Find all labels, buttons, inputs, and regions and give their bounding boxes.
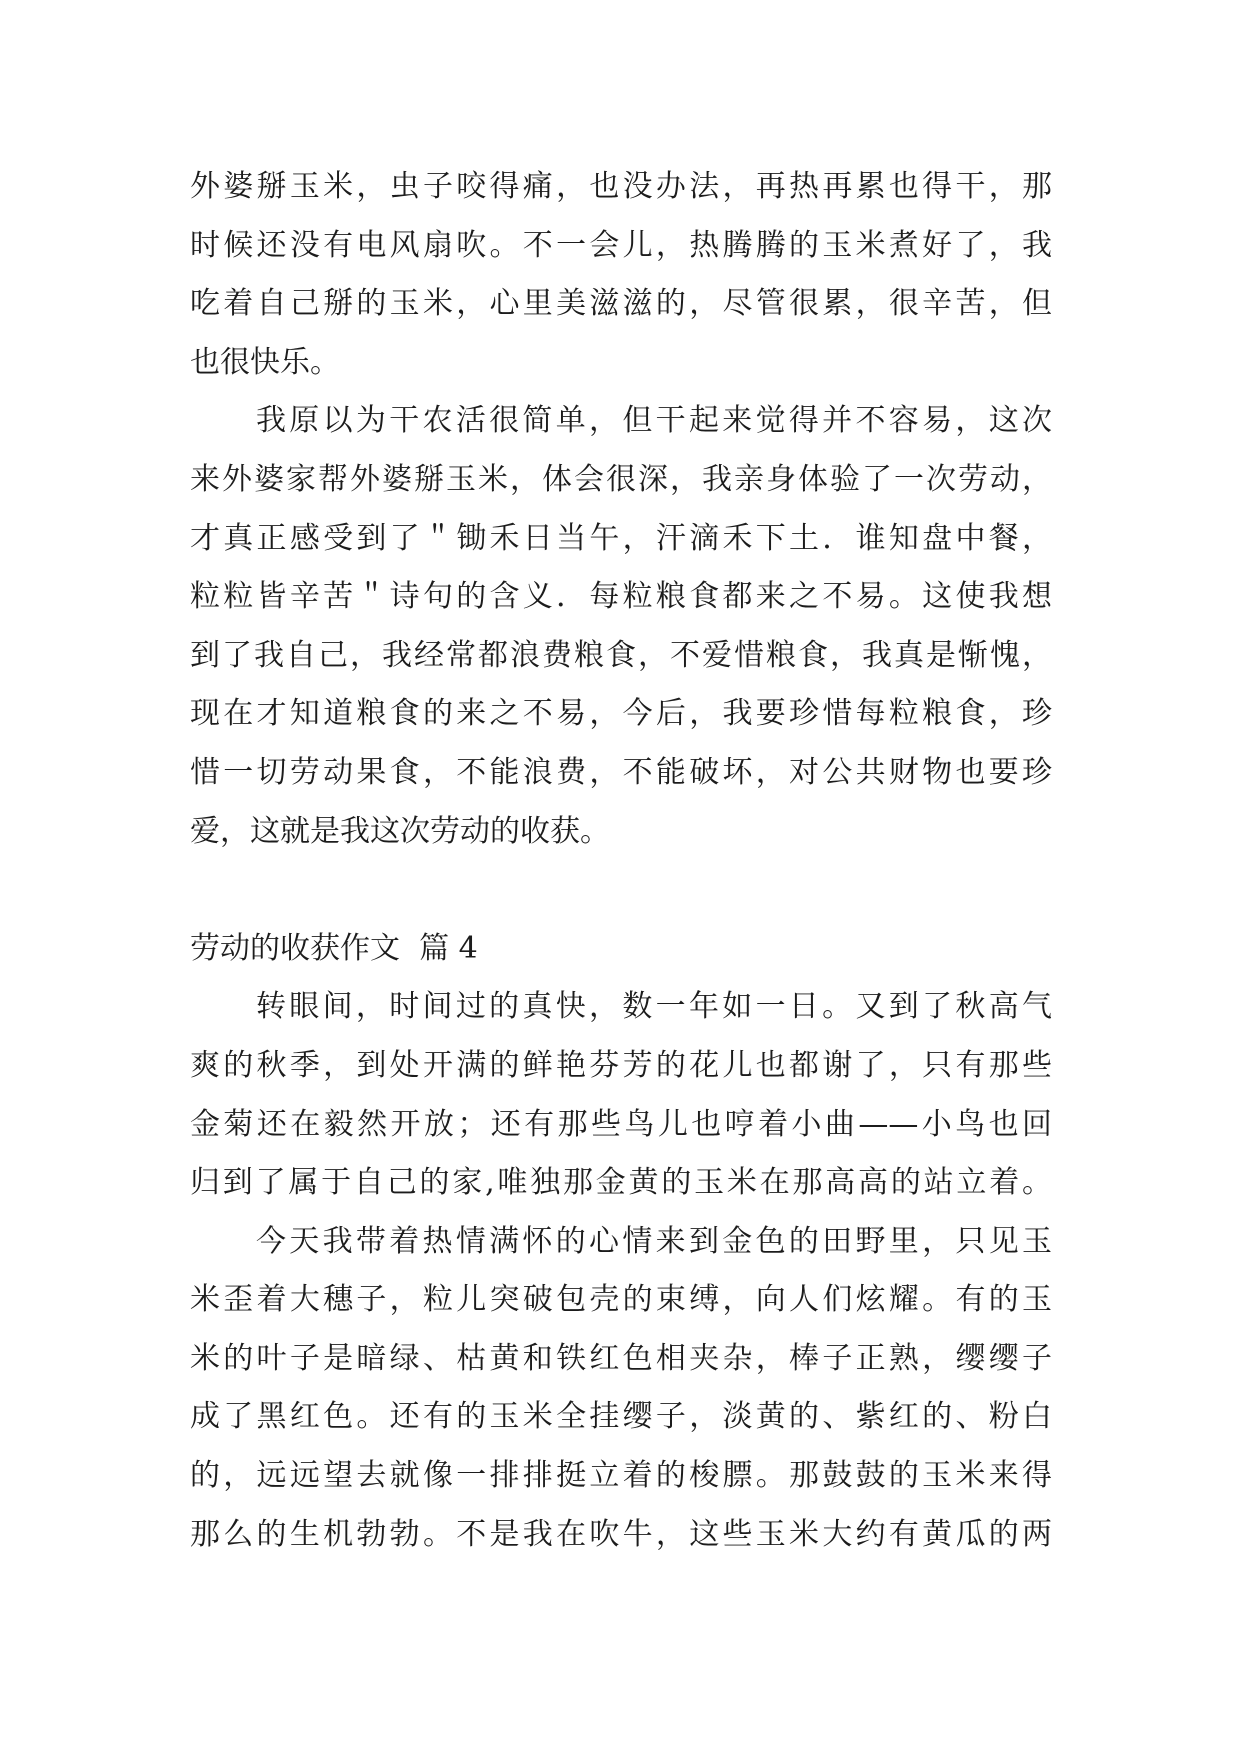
- section-heading: 劳动的收获作文 篇 4: [190, 930, 478, 966]
- text-line: 金菊还在毅然开放；还有那些鸟儿也哼着小曲——小鸟也回: [190, 1106, 1052, 1142]
- text-line: 时候还没有电风扇吹。不一会儿，热腾腾的玉米煮好了，我: [190, 227, 1052, 263]
- paragraph: [190, 1213, 1052, 1565]
- text-line: 吃着自己掰的玉米，心里美滋滋的，尽管很累，很辛苦，但: [190, 286, 1052, 322]
- body-text: [190, 158, 1052, 1564]
- paragraph: [190, 158, 1052, 392]
- text-line: 转眼间，时间过的真快，数一年如一日。又到了秋高气: [256, 989, 1052, 1025]
- text-line: 今天我带着热情满怀的心情来到金色的田野里，只见玉: [256, 1223, 1052, 1259]
- text-line: 粒粒皆辛苦＂诗句的含义．每粒粮食都来之不易。这使我想: [190, 579, 1052, 615]
- text-line: 米的叶子是暗绿、枯黄和铁红色相夹杂，棒子正熟，缨缨子: [190, 1340, 1052, 1376]
- paragraph: [190, 978, 1052, 1212]
- text-line: 也很快乐。: [190, 344, 340, 380]
- text-line: 米歪着大穗子，粒儿突破包壳的束缚，向人们炫耀。有的玉: [190, 1282, 1052, 1318]
- text-line: 现在才知道粮食的来之不易，今后，我要珍惜每粒粮食，珍: [190, 696, 1052, 732]
- text-line: 外婆掰玉米，虫子咬得痛，也没办法，再热再累也得干，那: [190, 169, 1052, 204]
- text-line: 我原以为干农活很简单，但干起来觉得并不容易，这次: [256, 403, 1052, 439]
- paragraph: [190, 392, 1052, 861]
- text-line: 那么的生机勃勃。不是我在吹牛，这些玉米大约有黄瓜的两: [190, 1516, 1052, 1552]
- text-line: 爱，这就是我这次劳动的收获。: [190, 813, 610, 849]
- text-line: 才真正感受到了＂锄禾日当午，汗滴禾下土．谁知盘中餐，: [190, 520, 1052, 556]
- text-line: 爽的秋季，到处开满的鲜艳芬芳的花儿也都谢了，只有那些: [190, 1047, 1052, 1083]
- text-line: 成了黑红色。还有的玉米全挂缨子，淡黄的、紫红的、粉白: [190, 1399, 1052, 1435]
- text-line: 的，远远望去就像一排排挺立着的梭膘。那鼓鼓的玉米来得: [190, 1458, 1052, 1494]
- text-line: 到了我自己，我经常都浪费粮食，不爱惜粮食，我真是惭愧，: [190, 637, 1052, 673]
- text-line: 惜一切劳动果食，不能浪费，不能破坏，对公共财物也要珍: [190, 754, 1052, 790]
- text-line: 来外婆家帮外婆掰玉米，体会很深，我亲身体验了一次劳动，: [190, 461, 1052, 497]
- text-line: 归到了属于自己的家,唯独那金黄的玉米在那高高的站立着。: [190, 1165, 1052, 1201]
- blank-line: [190, 861, 1052, 920]
